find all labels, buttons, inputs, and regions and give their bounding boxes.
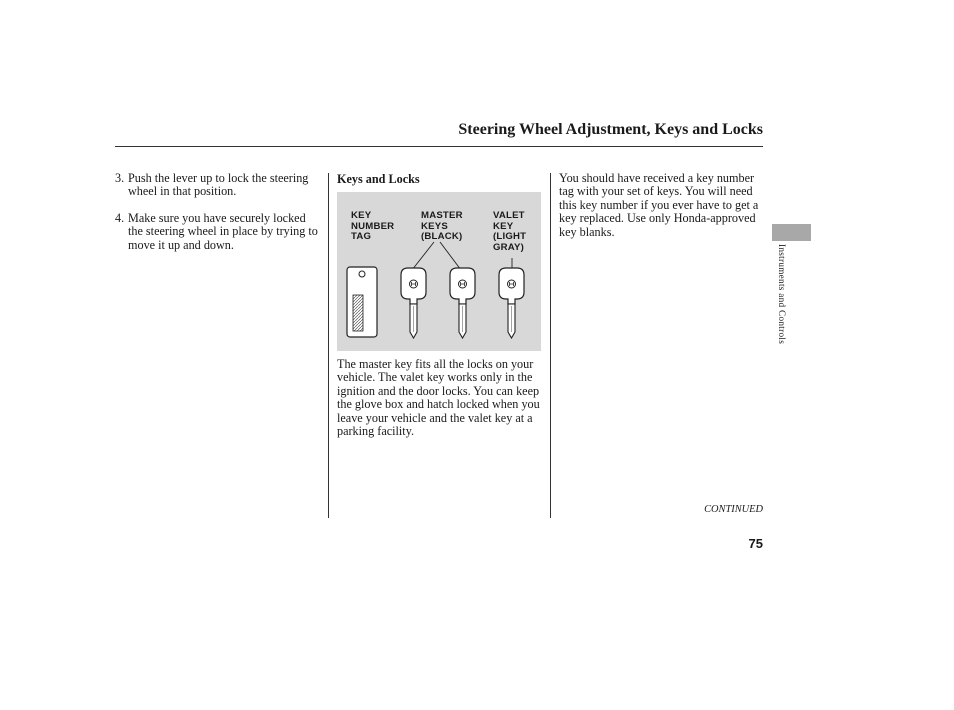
master-key-icon	[450, 268, 475, 338]
list-item	[115, 172, 320, 199]
title-rule	[115, 146, 763, 147]
step-text: Make sure you have securely locked the steering wheel in place by trying to move it up and down.	[128, 210, 318, 252]
column-divider-right	[550, 173, 551, 518]
section-side-label-text: Instruments and Controls	[777, 244, 787, 345]
key-number-tag-icon	[347, 267, 377, 337]
section-heading-keys-and-locks: Keys and Locks	[337, 172, 420, 186]
section-tab	[772, 224, 811, 241]
section-side-label	[776, 244, 788, 374]
label-valet-key: VALET KEY (LIGHT GRAY)	[493, 210, 527, 253]
step-number: 3.	[115, 171, 125, 185]
step-number: 4.	[115, 210, 125, 225]
master-key-paragraph: The master key fits all the locks on your vehicle. The valet key works only in the ignition and the door locks. You can keep the glove box and hatch locked when you leave your vehicle and the valet key at a parking facility.	[337, 357, 540, 439]
label-key-number-tag: KEY NUMBER TAG	[351, 210, 395, 243]
page-number: 75	[748, 536, 763, 551]
list-item	[115, 212, 320, 252]
keys-illustration	[337, 192, 541, 351]
label-master-keys: MASTER KEYS (BLACK)	[421, 210, 463, 243]
column-divider-left	[328, 173, 329, 518]
continued-label: CONTINUED	[704, 504, 763, 515]
key-number-tag-paragraph: You should have received a key number tag with your set of keys. You will need this key number if you ever have to get a key replaced. Use only Honda-approved key blanks.	[559, 171, 759, 239]
step-text: Push the lever up to lock the steering wheel in that position.	[128, 171, 309, 199]
leader-line	[440, 242, 461, 270]
keys-drawing	[337, 192, 541, 351]
leader-line	[412, 242, 434, 270]
master-key-icon	[401, 268, 426, 338]
page-title: Steering Wheel Adjustment, Keys and Locks	[458, 121, 763, 138]
steering-steps-list	[115, 172, 320, 265]
valet-key-icon	[499, 268, 524, 338]
